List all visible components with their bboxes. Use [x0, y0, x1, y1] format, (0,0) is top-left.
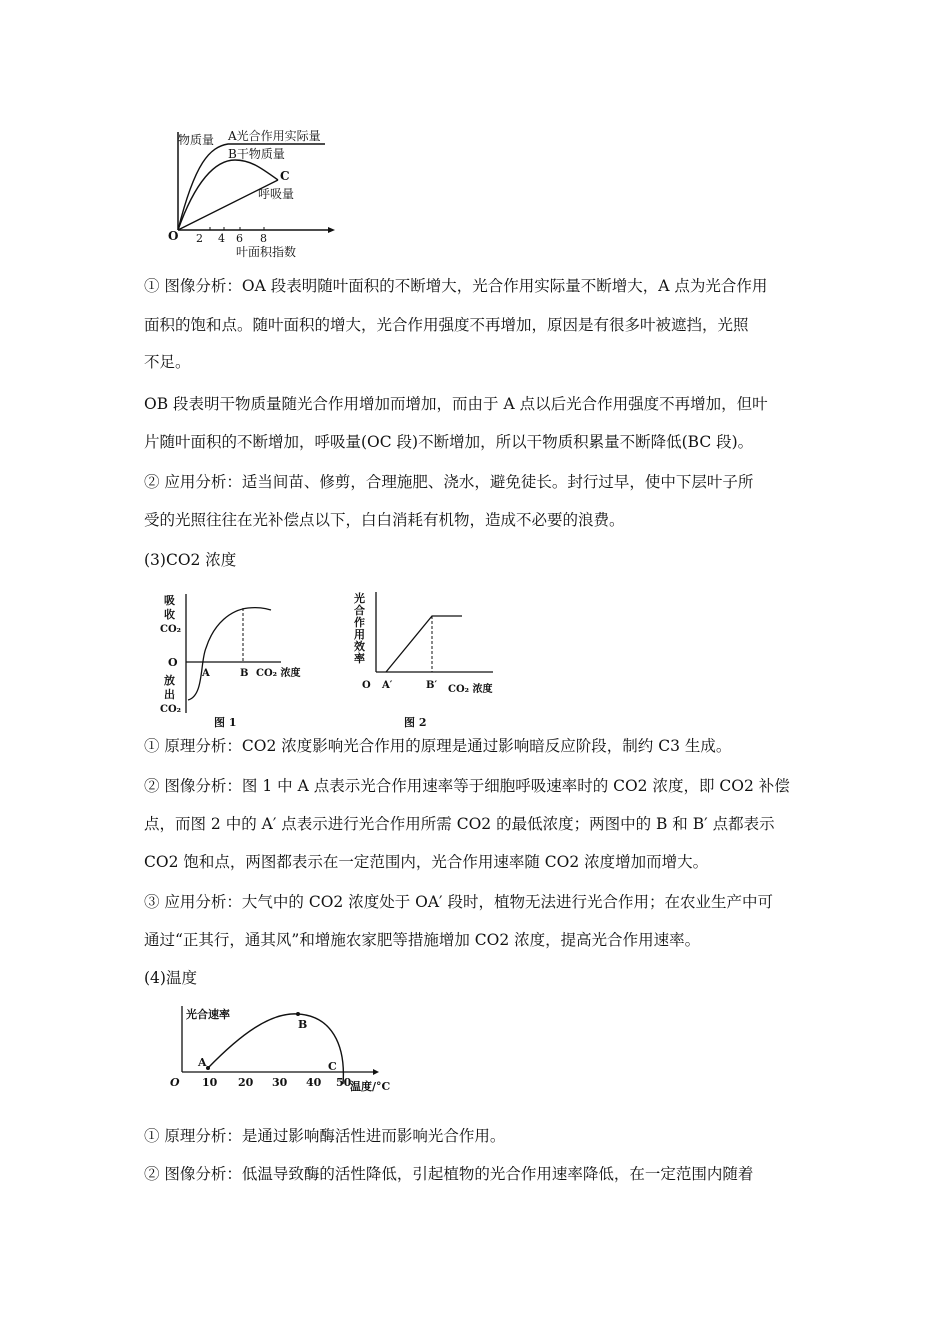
- figure-caption: 图 2: [404, 716, 427, 728]
- x-axis-arrow: [373, 1069, 379, 1075]
- paragraph-line: ② 应用分析：适当间苗、修剪，合理施肥、浇水，避免徒长。封行过早，使中下层叶子所: [144, 473, 754, 491]
- paragraph-line: ② 图像分析：低温导致酶的活性降低，引起植物的光合作用速率降低，在一定范围内随着: [144, 1165, 754, 1183]
- paragraph-line: ③ 应用分析：大气中的 CO2 浓度处于 OA′ 段时，植物无法进行光合作用；在农业生产中可: [144, 893, 773, 911]
- y-bottom-label: 放: [164, 674, 175, 687]
- y-axis-label: 光合速率: [186, 1008, 230, 1021]
- respiration-label: 呼吸量: [258, 187, 295, 201]
- y-top-label: CO₂: [160, 624, 182, 635]
- y-axis-label: 物质量: [178, 133, 215, 147]
- point-b-label: B: [240, 668, 249, 679]
- x-axis-label: 温度/°C: [350, 1080, 391, 1092]
- y-axis-label: 合: [354, 604, 365, 617]
- x-tick-label: 6: [236, 232, 243, 245]
- paragraph-line: ① 原理分析：是通过影响酶活性进而影响光合作用。: [144, 1127, 506, 1145]
- section-heading: (4)温度: [144, 969, 197, 987]
- x-tick-label: 50: [336, 1076, 352, 1089]
- paragraph-line: 点，而图 2 中的 A′ 点表示进行光合作用所需 CO2 的最低浓度；两图中的 B 和 B′ 点都表示: [144, 815, 775, 833]
- origin-label: O: [168, 229, 179, 243]
- temperature-curve: [208, 1014, 343, 1084]
- figure-leaf-area: [160, 122, 340, 266]
- y-axis-label: 率: [354, 652, 365, 665]
- paragraph-line: OB 段表明干物质量随光合作用增加而增加，而由于 A 点以后光合作用强度不再增加，但叶: [144, 395, 768, 413]
- section-heading: (3)CO2 浓度: [144, 551, 237, 569]
- y-axis-label: 作: [354, 616, 365, 629]
- x-axis-arrow: [328, 227, 335, 233]
- temperature-chart: [166, 1004, 396, 1092]
- point-c-label: C: [328, 1060, 337, 1073]
- point-b-label: B: [298, 1018, 308, 1031]
- figure-co2-1: [156, 588, 306, 732]
- point-b-label: B′: [426, 680, 438, 691]
- x-tick-label: 30: [272, 1076, 288, 1089]
- paragraph-line: ① 原理分析：CO2 浓度影响光合作用的原理是通过影响暗反应阶段，制约 C3 生成。: [144, 737, 732, 755]
- point-a-label: A: [202, 668, 210, 679]
- x-axis-label: CO₂ 浓度: [256, 668, 301, 679]
- figure-caption: 图 1: [214, 716, 237, 728]
- x-tick-label: 20: [238, 1076, 254, 1089]
- paragraph-line: 通过“正其行，通其风”和增施农家肥等措施增加 CO2 浓度，提高光合作用速率。: [144, 931, 701, 949]
- point-a-label: A: [198, 1056, 207, 1069]
- co2-curve: [188, 608, 271, 700]
- y-top-label: 吸: [164, 594, 175, 607]
- paragraph-line: 片随叶面积的不断增加，呼吸量(OC 段)不断增加，所以干物质积累量不断降低(BC 段)。: [144, 433, 754, 451]
- origin-label: O: [170, 1076, 180, 1089]
- figure-co2-2: [348, 588, 508, 732]
- efficiency-curve: [386, 616, 462, 672]
- paragraph-line: ① 图像分析：OA 段表明随叶面积的不断增大，光合作用实际量不断增大，A 点为光合作用: [144, 277, 768, 295]
- co2-chart-1: [156, 588, 306, 728]
- leaf-area-chart: [160, 122, 340, 262]
- point-b-dot: [296, 1012, 300, 1016]
- x-tick-label: 4: [218, 232, 225, 245]
- y-top-label: 收: [164, 608, 175, 621]
- curve-a-label: A光合作用实际量: [228, 129, 321, 143]
- x-axis-label: CO₂ 浓度: [448, 684, 493, 695]
- point-a-dot: [206, 1066, 210, 1070]
- curve-b-label: B干物质量: [228, 147, 285, 161]
- x-tick-label: 40: [306, 1076, 322, 1089]
- x-tick-label: 8: [260, 232, 267, 245]
- paragraph-line: 不足。: [144, 353, 191, 371]
- origin-label: O: [362, 680, 371, 691]
- x-axis-label: 叶面积指数: [236, 245, 297, 259]
- point-a-label: A′: [382, 680, 393, 691]
- paragraph-line: 面积的饱和点。随叶面积的增大，光合作用强度不再增加，原因是有很多叶被遮挡，光照: [144, 316, 749, 334]
- paragraph-line: 受的光照往往在光补偿点以下，白白消耗有机物，造成不必要的浪费。: [144, 511, 625, 529]
- x-tick-label: 10: [202, 1076, 218, 1089]
- co2-chart-2: [348, 588, 508, 728]
- figure-temperature: [166, 1004, 396, 1096]
- origin-label: O: [168, 656, 178, 669]
- paragraph-line: CO2 饱和点，两图都表示在一定范围内，光合作用速率随 CO2 浓度增加而增大。: [144, 853, 709, 871]
- y-axis-label: 光: [354, 592, 365, 605]
- point-c-label: C: [280, 169, 290, 183]
- x-tick-label: 2: [196, 232, 203, 245]
- paragraph-line: ② 图像分析：图 1 中 A 点表示光合作用速率等于细胞呼吸速率时的 CO2 浓度，即 CO2 补偿: [144, 777, 790, 795]
- y-bottom-label: CO₂: [160, 704, 182, 715]
- y-axis-label: 效: [354, 640, 365, 653]
- y-bottom-label: 出: [164, 688, 175, 701]
- y-axis-label: 用: [354, 628, 365, 641]
